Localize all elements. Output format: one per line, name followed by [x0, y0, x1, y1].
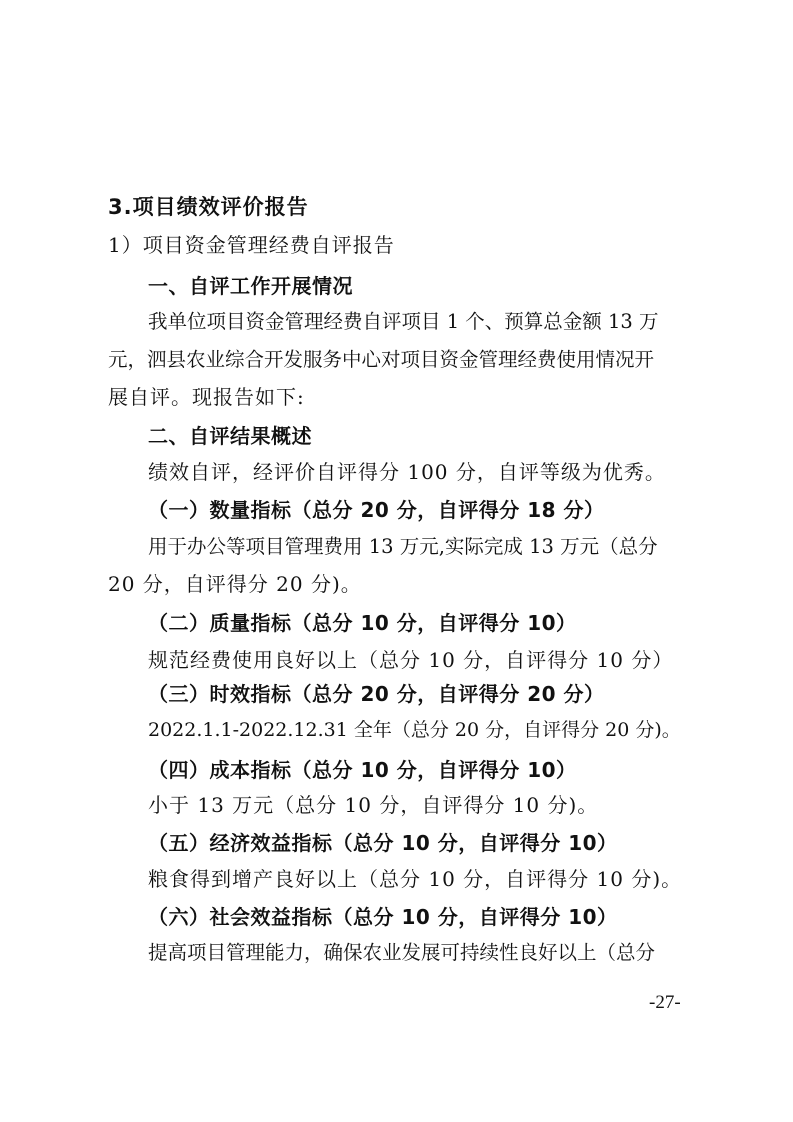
heading-self-evaluation-work: 一、自评工作开展情况 — [148, 274, 353, 298]
section-title: 3.项目绩效评价报告 — [108, 195, 309, 219]
indicator-heading-cost: （四）成本指标（总分 10 分，自评得分 10） — [148, 758, 577, 782]
body-text-line: 规范经费使用良好以上（总分 10 分，自评得分 10 分） — [148, 648, 674, 672]
body-text-line: 我单位项目资金管理经费自评项目 1 个、预算总金额 13 万 — [148, 310, 659, 333]
indicator-heading-economic-benefit: （五）经济效益指标（总分 10 分，自评得分 10） — [148, 831, 618, 855]
body-text-line: 提高项目管理能力，确保农业发展可持续性良好以上（总分 — [148, 941, 656, 964]
indicator-heading-timeliness: （三）时效指标（总分 20 分，自评得分 20 分） — [148, 682, 605, 706]
report-subtitle: 1）项目资金管理经费自评报告 — [108, 233, 395, 257]
indicator-heading-quantity: （一）数量指标（总分 20 分，自评得分 18 分） — [148, 498, 605, 522]
page-number: -27- — [649, 992, 681, 1013]
body-text-line: 用于办公等项目管理费用 13 万元,实际完成 13 万元（总分 — [148, 535, 658, 558]
body-text-line: 小于 13 万元（总分 10 分，自评得分 10 分)。 — [148, 793, 599, 817]
body-text-line: 绩效自评，经评价自评得分 100 分，自评等级为优秀。 — [148, 460, 666, 484]
heading-results-overview: 二、自评结果概述 — [148, 424, 312, 448]
body-text-line: 元，泗县农业综合开发服务中心对项目资金管理经费使用情况开 — [108, 348, 655, 371]
body-text-line: 20 分，自评得分 20 分)。 — [108, 572, 362, 596]
body-text-line: 2022.1.1-2022.12.31 全年（总分 20 分，自评得分 20 分)。 — [148, 719, 681, 741]
body-text-line: 展自评。现报告如下: — [108, 385, 305, 409]
indicator-heading-quality: （二）质量指标（总分 10 分，自评得分 10） — [148, 611, 577, 635]
indicator-heading-social-benefit: （六）社会效益指标（总分 10 分，自评得分 10） — [148, 905, 618, 929]
body-text-line: 粮食得到增产良好以上（总分 10 分，自评得分 10 分)。 — [148, 867, 683, 891]
